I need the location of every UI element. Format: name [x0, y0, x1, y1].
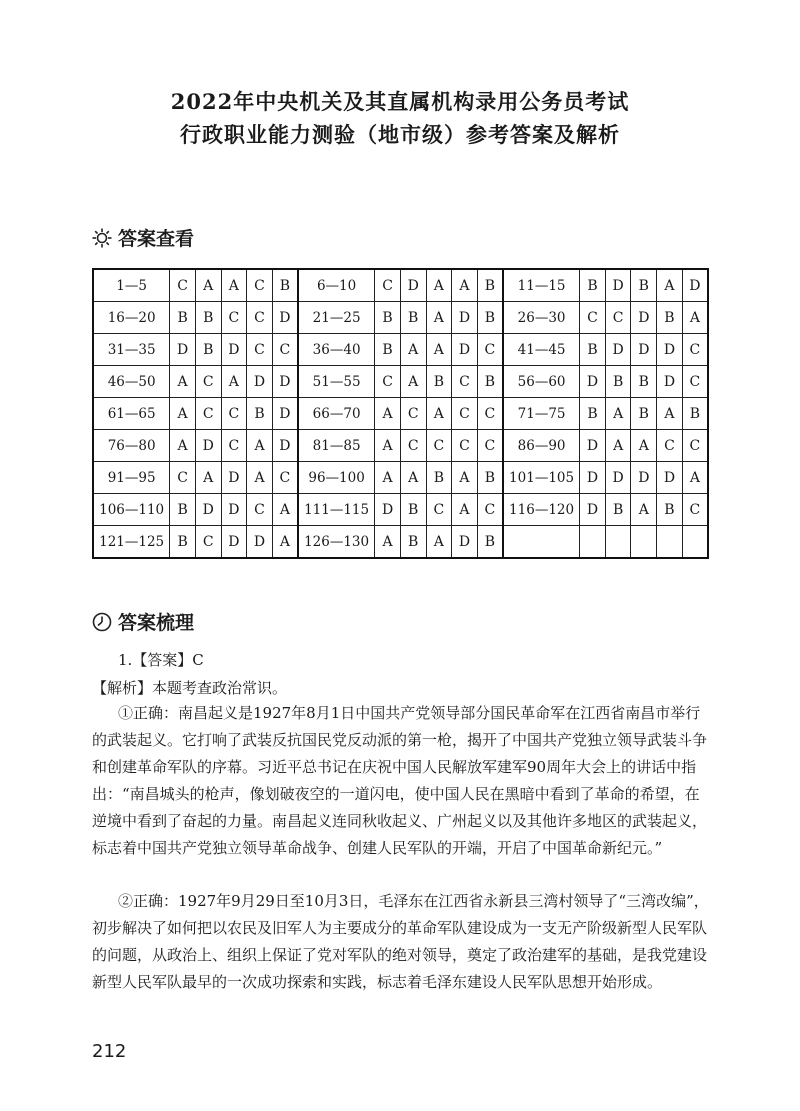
- question-range-cell: 61—65: [93, 398, 170, 430]
- question-range-cell: 91—95: [93, 462, 170, 494]
- question-range-cell: 21—25: [298, 302, 375, 334]
- answer-cell: A: [272, 494, 298, 526]
- answer-cell: A: [426, 302, 452, 334]
- answer-cell: C: [247, 302, 273, 334]
- question-range-cell: 111—115: [298, 494, 375, 526]
- answer-cell: D: [682, 269, 708, 302]
- answer-cell: A: [272, 526, 298, 559]
- answer-cell: C: [272, 462, 298, 494]
- answer-cell: D: [631, 302, 657, 334]
- answer-cell: C: [247, 269, 273, 302]
- analysis-line: 【解析】本题考查政治常识。: [92, 679, 288, 697]
- question-range-cell: 81—85: [298, 430, 375, 462]
- answer-cell: C: [452, 366, 478, 398]
- answer-cell: B: [375, 334, 401, 366]
- section-heading-label: 答案查看: [118, 228, 195, 250]
- answer-cell: C: [221, 430, 247, 462]
- answer-cell: D: [247, 366, 273, 398]
- answer-cell: [580, 526, 606, 559]
- answer-cell: A: [452, 269, 478, 302]
- explanation-paragraph-1: ①正确：南昌起义是1927年8月1日中国共产党领导部分国民革命军在江西省南昌市举行的武装起义。它打响了武装反抗国民党反动派的第一枪，揭开了中国共产党独立领导武装斗争和创建革命军队的序幕。习近平总书记在庆祝中国人民解放军建军90周年大会上的讲话中指出：“南昌城头的枪声，像划破夜空的一道闪电，使中国人民在黑暗中看到了革命的希望，在逆境中看到了奋起的力量。南昌起义连同秋收起义、广州起义以及其他许多地区的武装起义，标志着中国共产党独立领导革命战争、创建人民军队的开端，开启了中国革命新纪元。”: [92, 704, 708, 857]
- answer-cell: [682, 526, 708, 559]
- answer-cell: B: [170, 494, 196, 526]
- answer-line: 1.【答案】C: [118, 651, 204, 669]
- answer-cell: D: [400, 269, 426, 302]
- answer-cell: B: [657, 494, 683, 526]
- answer-cell: D: [605, 269, 631, 302]
- answer-cell: A: [400, 462, 426, 494]
- table-row: [93, 334, 708, 366]
- question-range-cell: 96—100: [298, 462, 375, 494]
- answer-cell: C: [452, 398, 478, 430]
- table-row: [93, 366, 708, 398]
- answer-cell: B: [400, 526, 426, 559]
- answer-cell: D: [272, 302, 298, 334]
- answer-cell: C: [477, 430, 503, 462]
- answer-cell: B: [631, 398, 657, 430]
- question-range-cell: 26—30: [503, 302, 580, 334]
- answer-cell: C: [375, 366, 401, 398]
- answer-cell: C: [477, 398, 503, 430]
- answer-cell: A: [221, 366, 247, 398]
- answer-cell: A: [657, 398, 683, 430]
- answer-cell: B: [477, 462, 503, 494]
- sun-icon: [92, 228, 112, 248]
- answer-cell: A: [682, 302, 708, 334]
- question-range-cell: 66—70: [298, 398, 375, 430]
- answer-cell: A: [426, 269, 452, 302]
- answer-cell: C: [272, 334, 298, 366]
- answer-cell: D: [580, 366, 606, 398]
- question-range-cell: 71—75: [503, 398, 580, 430]
- answer-cell: C: [657, 430, 683, 462]
- question-range-cell: 6—10: [298, 269, 375, 302]
- answer-cell: C: [477, 334, 503, 366]
- answer-cell: [631, 526, 657, 559]
- answer-cell: D: [170, 334, 196, 366]
- page-number: 212: [92, 1041, 127, 1062]
- answer-table: [92, 268, 709, 559]
- table-row: [93, 526, 708, 559]
- answer-cell: D: [452, 334, 478, 366]
- question-range-cell: 51—55: [298, 366, 375, 398]
- answer-cell: [657, 526, 683, 559]
- answer-cell: C: [247, 334, 273, 366]
- answer-cell: A: [657, 269, 683, 302]
- answer-cell: B: [400, 494, 426, 526]
- answer-cell: A: [195, 462, 221, 494]
- answer-cell: B: [195, 302, 221, 334]
- table-row: [93, 430, 708, 462]
- answer-cell: D: [657, 462, 683, 494]
- table-row: [93, 494, 708, 526]
- answer-cell: D: [221, 494, 247, 526]
- answer-cell: C: [682, 494, 708, 526]
- answer-cell: B: [477, 302, 503, 334]
- answer-cell: A: [400, 366, 426, 398]
- answer-cell: A: [631, 494, 657, 526]
- answer-cell: C: [400, 398, 426, 430]
- answer-cell: D: [375, 494, 401, 526]
- answer-cell: D: [657, 334, 683, 366]
- answer-cell: B: [400, 302, 426, 334]
- answer-cell: D: [272, 430, 298, 462]
- section-heading-explanations: [92, 608, 194, 635]
- answer-cell: C: [477, 494, 503, 526]
- question-range-cell: 11—15: [503, 269, 580, 302]
- answer-cell: D: [272, 366, 298, 398]
- answer-cell: A: [400, 334, 426, 366]
- question-range-cell: 46—50: [93, 366, 170, 398]
- answer-cell: A: [426, 398, 452, 430]
- answer-cell: C: [682, 430, 708, 462]
- answer-cell: D: [452, 526, 478, 559]
- answer-cell: D: [221, 462, 247, 494]
- answer-cell: A: [452, 494, 478, 526]
- answer-cell: C: [170, 269, 196, 302]
- question-range-cell: 86—90: [503, 430, 580, 462]
- answer-cell: D: [221, 334, 247, 366]
- table-row: [93, 462, 708, 494]
- explanation-paragraph-2: ②正确：1927年9月29日至10月3日，毛泽东在江西省永新县三湾村领导了“三湾改编”，初步解决了如何把以农民及旧军人为主要成分的革命军队建设成为一支无产阶级新型人民军队的问题，从政治上、组织上保证了党对军队的绝对领导，奠定了政治建军的基础，是我党建设新型人民军队最早的一次成功探索和实践，标志着毛泽东建设人民军队思想开始形成。: [92, 892, 709, 991]
- answer-cell: B: [657, 302, 683, 334]
- answer-cell: D: [580, 494, 606, 526]
- answer-cell: D: [605, 462, 631, 494]
- answer-cell: C: [426, 494, 452, 526]
- answer-cell: A: [682, 462, 708, 494]
- answer-cell: B: [580, 269, 606, 302]
- page-title-line-1: 2022年中央机关及其直属机构录用公务员考试: [170, 89, 630, 114]
- question-range-cell: 56—60: [503, 366, 580, 398]
- answer-cell: A: [375, 398, 401, 430]
- answer-cell: A: [375, 430, 401, 462]
- answer-cell: B: [477, 366, 503, 398]
- page-title-line-2: 行政职业能力测验（地市级）参考答案及解析: [180, 122, 620, 147]
- answer-cell: A: [375, 526, 401, 559]
- table-row: [93, 398, 708, 430]
- answer-cell: B: [580, 398, 606, 430]
- answer-cell: A: [631, 430, 657, 462]
- question-range-cell: 116—120: [503, 494, 580, 526]
- question-range-cell: 76—80: [93, 430, 170, 462]
- answer-cell: A: [426, 334, 452, 366]
- answer-cell: C: [195, 526, 221, 559]
- answer-cell: B: [477, 269, 503, 302]
- answer-cell: B: [272, 269, 298, 302]
- answer-cell: D: [272, 398, 298, 430]
- answer-cell: B: [375, 302, 401, 334]
- answer-cell: C: [221, 302, 247, 334]
- answer-cell: B: [195, 334, 221, 366]
- answer-cell: B: [247, 398, 273, 430]
- question-range-cell: 101—105: [503, 462, 580, 494]
- clock-icon: [92, 612, 112, 632]
- question-range-cell: 106—110: [93, 494, 170, 526]
- question-range-cell: 41—45: [503, 334, 580, 366]
- question-range-cell: 126—130: [298, 526, 375, 559]
- answer-cell: B: [426, 366, 452, 398]
- answer-cell: A: [247, 430, 273, 462]
- question-range-cell: 1—5: [93, 269, 170, 302]
- answer-cell: A: [375, 462, 401, 494]
- answer-cell: B: [580, 334, 606, 366]
- question-range-cell: 16—20: [93, 302, 170, 334]
- answer-cell: D: [580, 430, 606, 462]
- answer-cell: C: [375, 269, 401, 302]
- question-range-cell: 121—125: [93, 526, 170, 559]
- answer-cell: D: [247, 526, 273, 559]
- question-range-cell: [503, 526, 580, 559]
- question-range-cell: 36—40: [298, 334, 375, 366]
- answer-cell: C: [452, 430, 478, 462]
- answer-cell: C: [426, 430, 452, 462]
- table-row: [93, 302, 708, 334]
- answer-cell: B: [682, 398, 708, 430]
- answer-cell: C: [195, 398, 221, 430]
- answer-cell: D: [221, 526, 247, 559]
- section-heading-label: 答案梳理: [118, 612, 195, 634]
- answer-cell: A: [247, 462, 273, 494]
- answer-cell: A: [605, 398, 631, 430]
- answer-cell: B: [631, 269, 657, 302]
- answer-cell: C: [221, 398, 247, 430]
- answer-cell: D: [195, 430, 221, 462]
- answer-cell: C: [170, 462, 196, 494]
- answer-cell: A: [426, 526, 452, 559]
- answer-cell: C: [682, 366, 708, 398]
- answer-cell: D: [195, 494, 221, 526]
- answer-cell: A: [170, 398, 196, 430]
- answer-cell: C: [682, 334, 708, 366]
- answer-cell: D: [580, 462, 606, 494]
- answer-cell: B: [170, 302, 196, 334]
- answer-cell: B: [631, 366, 657, 398]
- answer-cell: A: [221, 269, 247, 302]
- answer-cell: A: [195, 269, 221, 302]
- answer-cell: [605, 526, 631, 559]
- table-row: [93, 269, 708, 302]
- answer-cell: D: [631, 462, 657, 494]
- answer-cell: D: [631, 334, 657, 366]
- section-heading-answers: [92, 224, 194, 251]
- answer-cell: D: [605, 334, 631, 366]
- answer-cell: A: [170, 430, 196, 462]
- answer-cell: A: [452, 462, 478, 494]
- answer-cell: C: [400, 430, 426, 462]
- answer-cell: B: [170, 526, 196, 559]
- answer-cell: D: [452, 302, 478, 334]
- answer-cell: C: [195, 366, 221, 398]
- answer-cell: B: [605, 494, 631, 526]
- answer-cell: B: [605, 366, 631, 398]
- answer-cell: C: [580, 302, 606, 334]
- answer-cell: B: [477, 526, 503, 559]
- answer-cell: D: [657, 366, 683, 398]
- answer-cell: A: [605, 430, 631, 462]
- answer-cell: A: [170, 366, 196, 398]
- question-range-cell: 31—35: [93, 334, 170, 366]
- answer-cell: C: [605, 302, 631, 334]
- answer-cell: C: [247, 494, 273, 526]
- answer-cell: B: [426, 462, 452, 494]
